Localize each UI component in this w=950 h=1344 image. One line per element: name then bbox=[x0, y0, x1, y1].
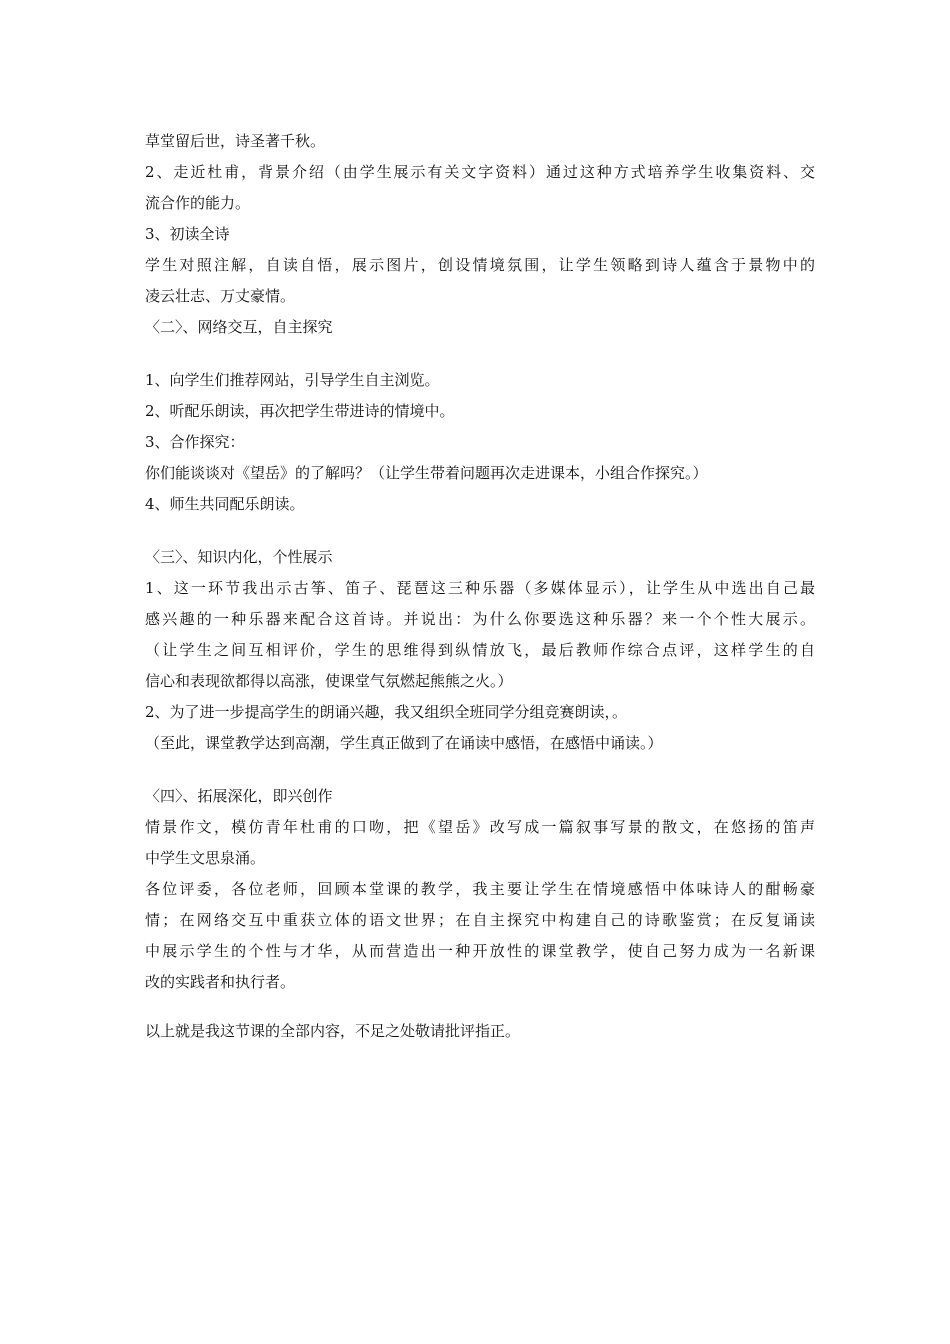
paragraph-line: 流合作的能力。 bbox=[145, 194, 251, 212]
paragraph-line: （让学生之间互相评价，学生的思维得到纵情放飞，最后教师作综合点评，这样学生的自 bbox=[145, 641, 815, 659]
paragraph-line: 你们能谈谈对《望岳》的了解吗？（让学生带着问题再次走进课本，小组合作探究。） bbox=[145, 464, 708, 482]
section-item: 1、向学生们推荐网站，引导学生自主浏览。 bbox=[145, 371, 440, 389]
section-item: 2、听配乐朗读，再次把学生带进诗的情境中。 bbox=[145, 402, 455, 420]
paragraph-line: 感兴趣的一种乐器来配合这首诗。并说出：为什么你要选这种乐器？来一个个性大展示。 bbox=[145, 610, 815, 628]
paragraph-line: 情景作文，模仿青年杜甫的口吻，把《望岳》改写成一篇叙事写景的散文，在悠扬的笛声 bbox=[145, 818, 815, 836]
paragraph-line: 信心和表现欲都得以高涨，使课堂气氛燃起熊熊之火。） bbox=[145, 672, 513, 690]
document-page bbox=[145, 126, 815, 1047]
paragraph-line: 中展示学生的个性与才华，从而营造出一种开放性的课堂教学，使自己努力成为一名新课 bbox=[145, 942, 815, 960]
paragraph-line: 1、这一环节我出示古筝、笛子、琵琶这三种乐器（多媒体显示），让学生从中选出自己最 bbox=[145, 579, 815, 597]
paragraph-line: 草堂留后世，诗圣著千秋。 bbox=[145, 132, 326, 150]
paragraph-line: 中学生文思泉涌。 bbox=[145, 849, 266, 867]
blank-line bbox=[145, 759, 815, 781]
paragraph-line: 情；在网络交互中重获立体的语文世界；在自主探究中构建自己的诗歌鉴赏；在反复诵读 bbox=[145, 911, 815, 929]
closing-line: 以上就是我这节课的全部内容，不足之处敬请批评指正。 bbox=[145, 1022, 521, 1040]
blank-line bbox=[145, 343, 815, 365]
section-item: 2、为了进一步提高学生的朗诵兴趣，我又组织全班同学分组竞赛朗读，。 bbox=[145, 703, 628, 721]
paragraph-line: 各位评委，各位老师，回顾本堂课的教学，我主要让学生在情境感悟中体味诗人的酣畅豪 bbox=[145, 880, 815, 898]
paragraph-line: （至此，课堂教学达到高潮，学生真正做到了在诵读中感悟，在感悟中诵读。） bbox=[145, 734, 663, 752]
section-heading: 〈二〉、网络交互，自主探究 bbox=[145, 318, 333, 336]
section-heading: 〈四〉、拓展深化，即兴创作 bbox=[145, 787, 333, 805]
section-item: 4、师生共同配乐朗读。 bbox=[145, 495, 305, 513]
blank-line bbox=[145, 520, 815, 542]
section-heading: 〈三〉、知识内化，个性展示 bbox=[145, 548, 333, 566]
blank-line bbox=[145, 998, 815, 1016]
section-item: 3、初读全诗 bbox=[145, 225, 230, 243]
paragraph-line: 改的实践者和执行者。 bbox=[145, 973, 296, 991]
section-item: 3、合作探究： bbox=[145, 433, 245, 451]
paragraph-line: 学生对照注解，自读自悟，展示图片，创设情境氛围，让学生领略到诗人蕴含于景物中的 bbox=[145, 256, 815, 274]
paragraph-line: 2、走近杜甫，背景介绍（由学生展示有关文字资料）通过这种方式培养学生收集资料、交 bbox=[145, 163, 815, 181]
paragraph-line: 凌云壮志、万丈豪情。 bbox=[145, 287, 296, 305]
